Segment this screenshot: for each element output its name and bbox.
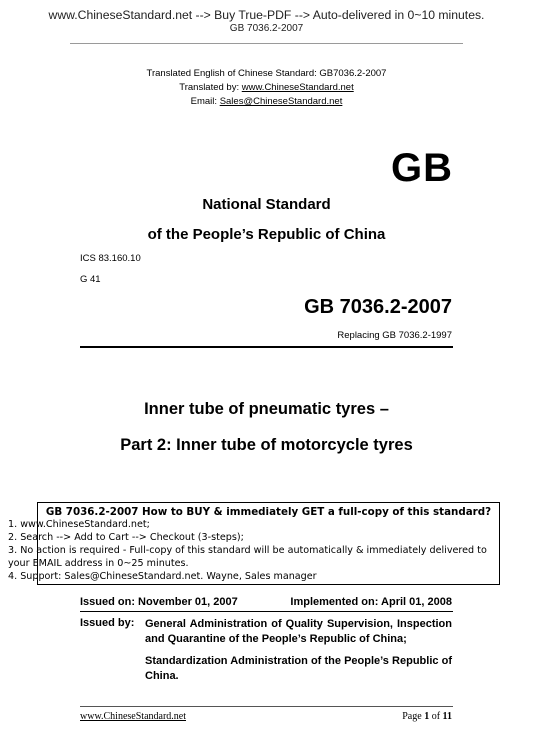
standard-number: GB 7036.2-2007 (304, 296, 452, 318)
page-number: 1 (424, 711, 430, 722)
gb-logo: GB (391, 146, 453, 190)
issuing-org-sac: Standardization Administration of the People’s Republic of China. (145, 655, 452, 682)
class-code: G 41 (80, 274, 101, 285)
issued-on-date: Issued on: November 01, 2007 (80, 596, 238, 608)
translated-by-link[interactable]: www.ChineseStandard.net (241, 82, 354, 93)
footer-divider (80, 706, 453, 707)
page-label: Page (402, 711, 422, 722)
issuing-org-aqsiq: General Administration of Quality Supervision, Inspection and Quarantine of the People’s Republic of China; (145, 618, 452, 645)
email-label: Email: (190, 96, 218, 107)
header-doc-id: GB 7036.2-2007 (229, 23, 304, 34)
page-total: 11 (442, 711, 452, 722)
of-label: of (431, 711, 441, 722)
page-indicator (402, 711, 452, 722)
purchase-step-3-cont: your EMAIL address in 0~25 minutes. (8, 558, 189, 569)
document-subtitle: Part 2: Inner tube of motorcycle tyres (120, 436, 413, 454)
top-banner: www.ChineseStandard.net --> Buy True-PDF --> Auto-delivered in 0~10 minutes. (48, 8, 485, 22)
email-line (0, 96, 533, 107)
footer-website-link[interactable]: www.ChineseStandard.net (80, 711, 186, 722)
issued-by-label: Issued by: (80, 617, 135, 629)
translated-by-label: Translated by: (179, 82, 240, 93)
purchase-step-3: 3. No action is required - Full-copy of this standard will be automatically & immediately delivered to (8, 545, 487, 556)
translated-by-line (0, 82, 533, 93)
purchase-step-1[interactable]: 1. www.ChineseStandard.net; (8, 519, 150, 530)
document-title: Inner tube of pneumatic tyres – (144, 400, 389, 418)
ics-code: ICS 83.160.10 (80, 253, 141, 264)
national-standard-title: National Standard (202, 196, 331, 213)
header-divider (70, 43, 463, 44)
email-link[interactable]: Sales@ChineseStandard.net (219, 96, 343, 107)
purchase-step-4: 4. Support: Sales@ChineseStandard.net. Wayne, Sales manager (8, 571, 317, 582)
national-standard-subtitle: of the People’s Republic of China (147, 226, 386, 243)
standard-divider (80, 346, 453, 348)
translation-info-line: Translated English of Chinese Standard: GB7036.2-2007 (146, 68, 387, 79)
purchase-box-heading: GB 7036.2-2007 How to BUY & immediately GET a full-copy of this standard? (45, 506, 492, 518)
replacing-note: Replacing GB 7036.2-1997 (337, 330, 452, 341)
implemented-on-date: Implemented on: April 01, 2008 (290, 596, 452, 608)
purchase-step-2: 2. Search --> Add to Cart --> Checkout (3-steps); (8, 532, 244, 543)
dates-divider (80, 611, 453, 612)
